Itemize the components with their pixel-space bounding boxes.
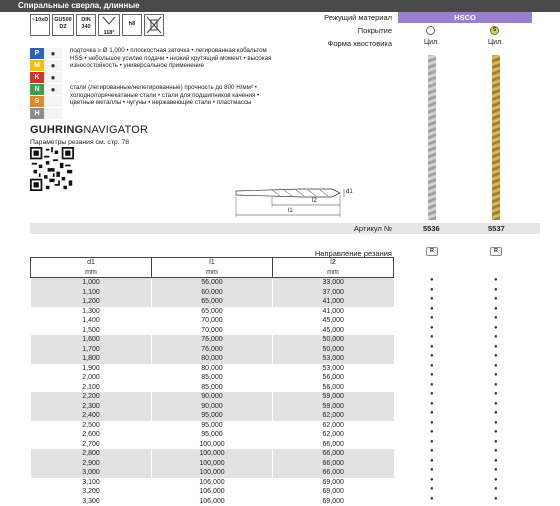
availability-marker: ● xyxy=(494,286,498,296)
availability-marker: ● xyxy=(430,447,434,457)
table-cell: 2,600 xyxy=(31,430,152,440)
table-cell: 106,000 xyxy=(152,487,273,497)
tolerance-label: h8 xyxy=(129,21,135,27)
table-cell: 70,000 xyxy=(152,326,273,336)
table-cell: 50,000 xyxy=(273,345,394,355)
brand-bold: GUHRING xyxy=(30,124,83,136)
cutting-material-label: Режущий материал xyxy=(300,13,392,22)
table-cell: 3,300 xyxy=(31,497,152,506)
availability-marker: ● xyxy=(494,305,498,315)
article-row xyxy=(30,223,540,234)
availability-marker: ● xyxy=(494,343,498,353)
availability-marker: ● xyxy=(430,324,434,334)
table-cell: 37,000 xyxy=(273,288,394,298)
table-cell: 3,000 xyxy=(31,468,152,478)
table-row[interactable] xyxy=(31,459,394,469)
din-label: DIN 340 xyxy=(81,17,90,30)
availability-marker: ● xyxy=(430,466,434,476)
availability-marker: ● xyxy=(494,390,498,400)
table-cell: 1,100 xyxy=(31,288,152,298)
table-cell: 56,000 xyxy=(273,383,394,393)
table-row[interactable] xyxy=(31,402,394,412)
table-cell: 62,000 xyxy=(273,430,394,440)
table-cell: 2,300 xyxy=(31,402,152,412)
table-cell: 106,000 xyxy=(152,478,273,488)
col-header-d1: d1 xyxy=(31,258,152,268)
table-cell: 3,200 xyxy=(31,487,152,497)
material-h: H xyxy=(30,108,44,119)
diagram-l1-label: l1 xyxy=(288,208,293,214)
availability-marker: ● xyxy=(430,276,434,286)
availability-marker: ● xyxy=(494,476,498,486)
tolerance-icon xyxy=(122,14,142,36)
diagram-l2-label: l2 xyxy=(312,198,317,204)
dimension-table xyxy=(30,257,394,506)
availability-marker: ● xyxy=(430,428,434,438)
application-text: стали (легированные/нелегированные) прочность до 800 Н/мм² • холодно/горячекатаные стали • стали для подшипников качения • цветные металлы • чугуны • нержавеющие стали • пластмассы xyxy=(70,84,280,107)
shank-label: Форма хвостовика xyxy=(300,39,392,48)
table-row[interactable] xyxy=(31,478,394,488)
availability-marker: ● xyxy=(430,333,434,343)
drill-image-5537 xyxy=(492,55,500,220)
table-row[interactable] xyxy=(31,440,394,450)
table-row[interactable] xyxy=(31,354,394,364)
table-row[interactable] xyxy=(31,307,394,317)
unit-l2: mm xyxy=(273,268,394,278)
table-cell: 33,000 xyxy=(273,278,394,288)
table-row[interactable] xyxy=(31,449,394,459)
table-cell: 65,000 xyxy=(152,297,273,307)
article-label: Артикул № xyxy=(300,224,392,233)
availability-marker: ● xyxy=(430,305,434,315)
table-cell: 59,000 xyxy=(273,392,394,402)
diagram-d1-label: d1 xyxy=(346,189,353,195)
table-cell: 50,000 xyxy=(273,335,394,345)
table-cell: 90,000 xyxy=(152,402,273,412)
col-header-l2: l2 xyxy=(273,258,394,268)
table-cell: 2,700 xyxy=(31,440,152,450)
availability-marker: ● xyxy=(430,362,434,372)
availability-marker: ● xyxy=(430,495,434,505)
table-cell: 85,000 xyxy=(152,373,273,383)
availability-marker: ● xyxy=(494,371,498,381)
table-cell: 1,700 xyxy=(31,345,152,355)
table-cell: 1,500 xyxy=(31,326,152,336)
table-cell: 53,000 xyxy=(273,354,394,364)
availability-marker: ● xyxy=(430,438,434,448)
table-cell: 80,000 xyxy=(152,354,273,364)
availability-marker: ● xyxy=(430,352,434,362)
table-cell: 45,000 xyxy=(273,316,394,326)
depth-icon xyxy=(30,14,50,36)
table-cell: 66,000 xyxy=(273,459,394,469)
table-cell: 100,000 xyxy=(152,459,273,469)
table-row[interactable] xyxy=(31,335,394,345)
table-row[interactable] xyxy=(31,373,394,383)
availability-marker: ● xyxy=(430,457,434,467)
table-cell: 1,200 xyxy=(31,297,152,307)
right-hand-icon: R xyxy=(490,247,502,256)
table-cell: 62,000 xyxy=(273,421,394,431)
shank-value-5537: Цил. xyxy=(488,39,503,46)
page-title: Спиральные сверла, длинные xyxy=(18,1,140,11)
table-cell: 60,000 xyxy=(152,288,273,298)
table-cell: 70,000 xyxy=(152,316,273,326)
availability-marker: ● xyxy=(494,438,498,448)
availability-marker: ● xyxy=(430,409,434,419)
table-row[interactable] xyxy=(31,297,394,307)
table-cell: 2,100 xyxy=(31,383,152,393)
table-cell: 2,200 xyxy=(31,392,152,402)
table-cell: 100,000 xyxy=(152,468,273,478)
table-row[interactable] xyxy=(31,345,394,355)
table-cell: 2,000 xyxy=(31,373,152,383)
availability-marker: ● xyxy=(494,314,498,324)
table-cell: 53,000 xyxy=(273,364,394,374)
availability-marker: ● xyxy=(430,371,434,381)
table-cell: 2,400 xyxy=(31,411,152,421)
table-cell: 69,000 xyxy=(273,478,394,488)
table-cell: 90,000 xyxy=(152,392,273,402)
availability-marker: ● xyxy=(430,419,434,429)
coating-label: Покрытие xyxy=(300,26,392,35)
availability-marker: ● xyxy=(494,428,498,438)
table-cell: 59,000 xyxy=(273,402,394,412)
brand-regular: NAVIGATOR xyxy=(83,124,148,136)
right-hand-icon: R xyxy=(426,247,438,256)
availability-marker: ● xyxy=(494,324,498,334)
table-row[interactable] xyxy=(31,421,394,431)
table-cell: 45,000 xyxy=(273,326,394,336)
table-cell: 1,000 xyxy=(31,278,152,288)
shank-value-5536: Цил. xyxy=(424,39,439,46)
table-row[interactable] xyxy=(31,430,394,440)
table-cell: 41,000 xyxy=(273,307,394,317)
cutting-material-value: HSCO xyxy=(398,12,532,23)
material-m-marker: ● xyxy=(44,60,62,71)
availability-marker: ● xyxy=(494,447,498,457)
table-row[interactable] xyxy=(31,392,394,402)
table-row[interactable] xyxy=(31,468,394,478)
cutting-direction-label: Направление резания xyxy=(270,249,392,258)
table-cell: 106,000 xyxy=(152,497,273,506)
availability-marker: ● xyxy=(494,485,498,495)
availability-marker: ● xyxy=(494,466,498,476)
table-cell: 65,000 xyxy=(152,307,273,317)
table-row[interactable] xyxy=(31,288,394,298)
material-k-marker: ● xyxy=(44,72,62,83)
table-cell: 62,000 xyxy=(273,411,394,421)
availability-marker: ● xyxy=(430,400,434,410)
cutting-params-note: Параметры резания см. стр. 78 xyxy=(30,139,129,146)
qr-code-icon[interactable] xyxy=(30,147,74,191)
table-cell: 66,000 xyxy=(273,449,394,459)
availability-marker: ● xyxy=(430,286,434,296)
availability-marker: ● xyxy=(494,333,498,343)
availability-marker: ● xyxy=(494,381,498,391)
table-cell: 69,000 xyxy=(273,497,394,506)
availability-marker: ● xyxy=(494,495,498,505)
col-header-l1: l1 xyxy=(152,258,273,268)
material-m: M xyxy=(30,60,44,71)
point-angle-label: 118° xyxy=(99,30,119,36)
table-cell: 2,900 xyxy=(31,459,152,469)
table-cell: 80,000 xyxy=(152,364,273,374)
table-cell: 69,000 xyxy=(273,487,394,497)
table-cell: 1,400 xyxy=(31,316,152,326)
availability-marker: ● xyxy=(494,276,498,286)
table-cell: 85,000 xyxy=(152,383,273,393)
availability-marker: ● xyxy=(494,457,498,467)
table-cell: 95,000 xyxy=(152,430,273,440)
availability-marker: ● xyxy=(494,419,498,429)
brand-logo xyxy=(30,124,148,136)
material-s-marker xyxy=(44,96,62,107)
table-cell: 76,000 xyxy=(152,345,273,355)
table-cell: 1,900 xyxy=(31,364,152,374)
table-cell: 3,100 xyxy=(31,478,152,488)
coating-none-icon xyxy=(426,26,435,35)
table-cell: 100,000 xyxy=(152,440,273,450)
table-cell: 100,000 xyxy=(152,449,273,459)
features-text: подточка ≥ Ø 1,000 • плоскостная заточка • легированная кобальтом HSS • небольшое усилие подачи • низкий крутящий момент • высокая износостойкость • универсальное применение xyxy=(70,47,280,70)
table-cell: 1,300 xyxy=(31,307,152,317)
article-5537[interactable]: 5537 xyxy=(488,224,505,233)
table-row[interactable] xyxy=(31,497,394,506)
table-cell: 56,000 xyxy=(273,373,394,383)
material-h-marker xyxy=(44,108,62,119)
availability-marker: ● xyxy=(494,362,498,372)
table-cell: 2,500 xyxy=(31,421,152,431)
table-cell: 1,800 xyxy=(31,354,152,364)
table-row[interactable] xyxy=(31,487,394,497)
availability-marker: ● xyxy=(494,400,498,410)
table-row[interactable] xyxy=(31,326,394,336)
depth-label: ~10xD xyxy=(32,17,48,23)
material-n: N xyxy=(30,84,44,95)
material-p: P xyxy=(30,48,44,59)
no-coolant-icon xyxy=(144,14,164,36)
availability-marker: ● xyxy=(430,476,434,486)
availability-marker: ● xyxy=(430,343,434,353)
article-5536[interactable]: 5536 xyxy=(423,224,440,233)
coating-s-icon xyxy=(490,26,499,35)
table-cell: 56,000 xyxy=(152,278,273,288)
availability-marker: ● xyxy=(430,295,434,305)
material-k: K xyxy=(30,72,44,83)
unit-l1: mm xyxy=(152,268,273,278)
availability-marker: ● xyxy=(430,485,434,495)
standard-icon xyxy=(52,14,74,36)
table-row[interactable] xyxy=(31,364,394,374)
table-cell: 41,000 xyxy=(273,297,394,307)
material-n-marker: ● xyxy=(44,84,62,95)
availability-marker: ● xyxy=(494,352,498,362)
table-cell: 66,000 xyxy=(273,440,394,450)
table-cell: 95,000 xyxy=(152,421,273,431)
din-icon xyxy=(76,14,96,36)
availability-marker: ● xyxy=(430,314,434,324)
drill-dimension-diagram xyxy=(232,183,352,223)
availability-marker: ● xyxy=(494,409,498,419)
coating-s-label: S xyxy=(493,27,496,33)
table-row[interactable] xyxy=(31,316,394,326)
availability-marker: ● xyxy=(430,381,434,391)
table-cell: 2,800 xyxy=(31,449,152,459)
material-p-marker: ● xyxy=(44,48,62,59)
table-row[interactable] xyxy=(31,411,394,421)
availability-marker: ● xyxy=(494,295,498,305)
material-s: S xyxy=(30,96,44,107)
unit-d1: mm xyxy=(31,268,152,278)
table-cell: 66,000 xyxy=(273,468,394,478)
table-cell: 76,000 xyxy=(152,335,273,345)
table-cell: 1,600 xyxy=(31,335,152,345)
table-cell: 95,000 xyxy=(152,411,273,421)
availability-marker: ● xyxy=(430,390,434,400)
table-row[interactable] xyxy=(31,278,394,288)
standard-label: GU500 DZ xyxy=(54,17,71,30)
table-row[interactable] xyxy=(31,383,394,393)
point-angle-icon xyxy=(98,14,120,36)
drill-image-5536 xyxy=(428,55,436,220)
